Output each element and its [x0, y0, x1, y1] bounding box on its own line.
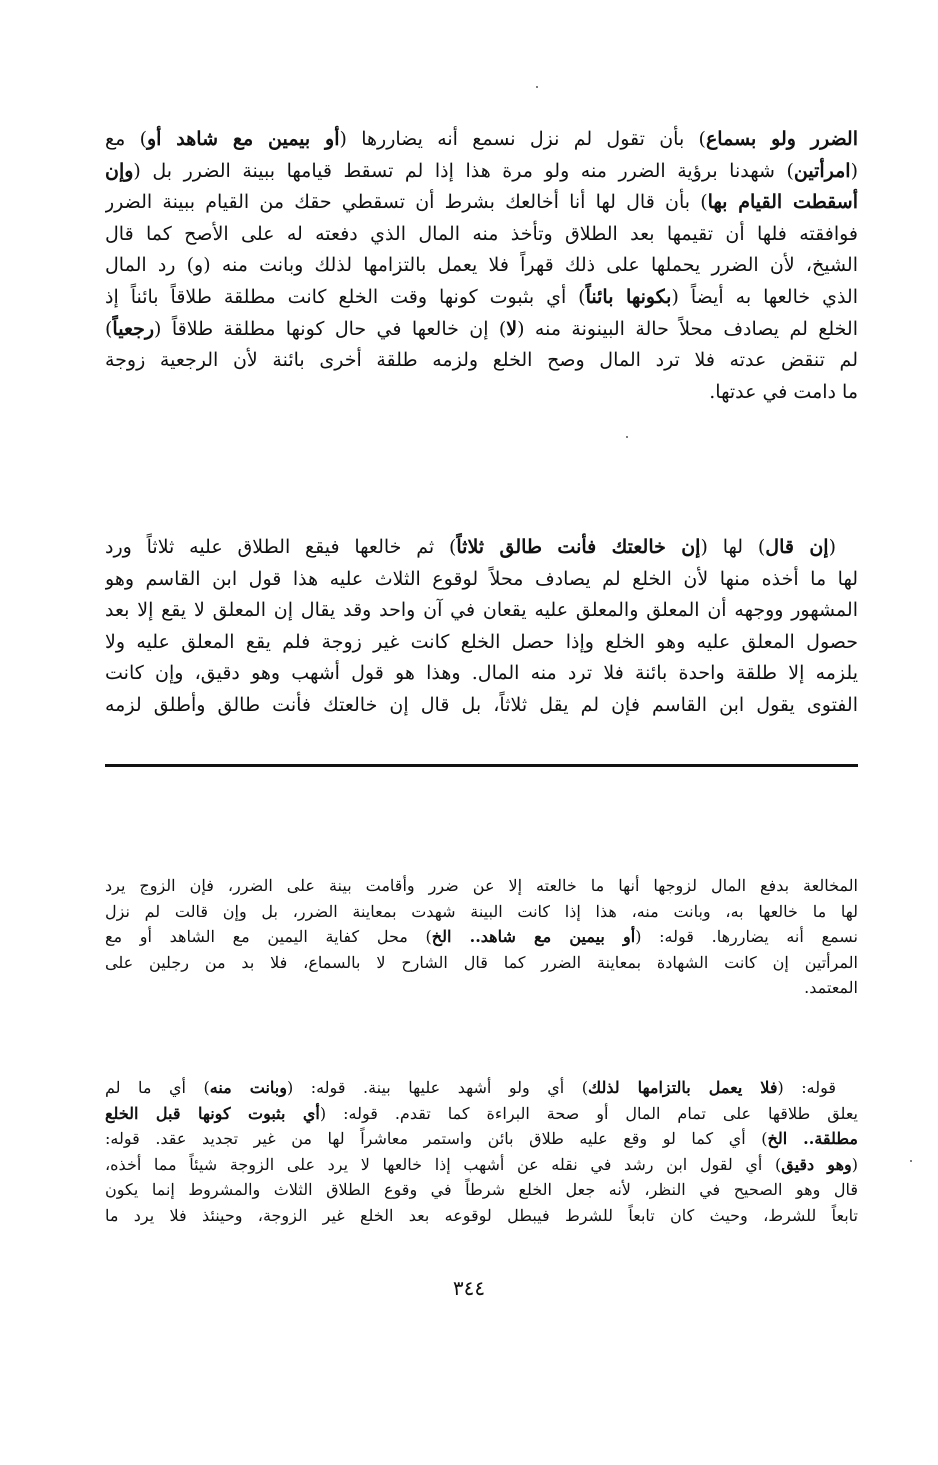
- text-line: [105, 282, 858, 314]
- text-segment: ) أي كما لو وقع عليه طلاق بائن واستمر معاشراً لها من غير تجديد عقد. قوله:: [105, 1129, 768, 1149]
- bold-matn-text: رجعياً: [112, 317, 155, 340]
- bold-matn-text: أي بثبوت كونها قبل الخلع: [105, 1103, 320, 1123]
- text-segment: ) إن خالعها في حال كونها مطلقة طلاقاً (: [154, 317, 507, 340]
- text-segment: ) ثم خالعها فيقع الطلاق عليه ثلاثاً ورد: [105, 536, 457, 558]
- footnote-1: [105, 873, 858, 1001]
- text-line: [105, 899, 858, 925]
- text-line: [105, 1075, 858, 1101]
- bold-matn-text: أو بيمين مع شاهد.. الخ: [431, 927, 636, 947]
- text-line: [105, 187, 858, 219]
- footnote-2: [105, 1075, 858, 1229]
- footnote-separator-rule: [105, 764, 858, 767]
- bold-matn-text: أسقطت القيام بها: [707, 191, 858, 214]
- text-segment: لها ما أخذه منها لأن الخلع لم يصادف محلاً لوقوع الثلاث عليه هذا قول ابن القاسم وهو: [105, 567, 858, 590]
- bold-matn-text: وهو دقيق: [781, 1154, 852, 1174]
- text-line: [105, 250, 858, 282]
- main-paragraph-1: [105, 124, 858, 408]
- text-segment: ) أي ما لم: [105, 1078, 210, 1097]
- bold-matn-text: أو بيمين مع شاهد أو: [146, 128, 340, 150]
- scan-speck: [910, 1160, 912, 1162]
- bold-matn-text: وبانت منه: [209, 1078, 287, 1097]
- text-line: [105, 1126, 858, 1152]
- bold-matn-text: بكونها بائناً: [585, 285, 672, 308]
- bold-matn-text: الضرر ولو بسماع: [705, 128, 858, 150]
- text-segment: ) أي لقول ابن رشد في نقله عن أشهب إذا خالعها لا يرد على الزوجة شيئاً مما أخذه،: [105, 1154, 782, 1174]
- text-segment: المعتمد.: [804, 978, 858, 998]
- bold-matn-text: مطلقة.. الخ: [767, 1129, 858, 1149]
- text-line: [105, 627, 858, 659]
- text-segment: المشهور ووجهه أن المعلق والمعلق عليه يقعان في آن واحد وقد يقال إن المعلق لا يقع إلا بعد: [105, 599, 858, 622]
- text-segment: قال وهو الصحيح في النظر، لأنه جعل الخلع شرطاً في وقوع الطلاق الثلاث والمشروط إنما يكون: [105, 1180, 858, 1200]
- text-line: [105, 1152, 858, 1178]
- text-segment: نسمع أنه يضاررها. قوله: (: [635, 927, 858, 947]
- text-line: [105, 975, 858, 1001]
- text-line: [105, 532, 858, 564]
- text-segment: ) شهدنا برؤية الضرر منه ولو مرة هذا إذا لم تسقط قيامها ببينة الضرر بل (: [133, 159, 794, 182]
- text-segment: الفتوى يقول ابن القاسم فإن لم يقل ثلاثاً، بل قال إن خالعتك فأنت طالق وأطلق لزمه: [105, 693, 858, 716]
- scan-speck: [626, 436, 628, 438]
- text-segment: ما دامت في عدتها.: [709, 380, 858, 403]
- bold-matn-text: وإن: [105, 159, 134, 182]
- text-segment: ) مع: [105, 128, 147, 150]
- text-line: [105, 873, 858, 899]
- scan-speck: [536, 86, 538, 88]
- text-line: [105, 219, 858, 251]
- text-line: [105, 1177, 858, 1203]
- text-segment: المرأتين إن كانت الشهادة بمعاينة الضرر كما قال الشارح لا بالسماع، فلا بد من رجلين على: [105, 952, 858, 972]
- bold-matn-text: إن قال: [765, 536, 829, 558]
- text-segment: الشيخ، لأن الضرر يحملها على ذلك قهراً فلا يعمل بالتزامها لذلك وبانت منه (و) رد المال: [105, 254, 858, 277]
- text-segment: ) أي بثبوت كونها وقت الخلع كانت مطلقة طلاقاً بائناً إذ: [105, 285, 586, 308]
- page-number: ٣٤٤: [452, 1276, 486, 1300]
- text-segment: (: [828, 536, 836, 558]
- text-line: [105, 377, 858, 409]
- bold-matn-text: إن خالعتك فأنت طالق ثلاثاً: [456, 536, 701, 558]
- text-segment: (: [850, 159, 858, 182]
- text-segment: ) أي ولو أشهد عليها بينة. قوله: (: [286, 1078, 588, 1097]
- text-line: [105, 658, 858, 690]
- text-line: [105, 595, 858, 627]
- bold-matn-text: فلا يعمل بالتزامها لذلك: [588, 1078, 778, 1097]
- text-line: [105, 690, 858, 722]
- main-paragraph-2: [105, 532, 858, 722]
- text-line: [105, 924, 858, 950]
- text-line: [105, 314, 858, 346]
- text-segment: المخالعة بدفع المال لزوجها أنها ما خالعته إلا عن ضرر وأقامت بينة على الضرر، فإن الزوج يرد: [105, 876, 858, 895]
- text-segment: ) بأن تقول لم نزل نسمع أنه يضاررها (: [339, 128, 706, 150]
- text-segment: تابعاً للشرط، وحيث كان تابعاً للشرط فيبطل لوقوعه بعد الخلع غير الزوجة، وحينئذ فلا يرد ما: [105, 1205, 858, 1225]
- text-segment: حصول المعلق عليه وهو الخلع وإذا حصل الخلع كانت غير زوجة فلم يقع المعلق عليه ولا: [105, 630, 858, 653]
- bold-matn-text: امرأتين: [793, 159, 851, 182]
- text-segment: ): [105, 317, 113, 340]
- text-line: [105, 124, 858, 156]
- text-line: [105, 564, 858, 596]
- text-segment: (: [851, 1154, 858, 1174]
- text-segment: الخلع لم يصادف محلاً حالة البينونة منه (: [517, 317, 858, 340]
- bold-matn-text: لا: [506, 317, 518, 340]
- text-segment: لم تنقض عدته فلا ترد المال وصح الخلع ولزمه طلقة أخرى بائنة لأن الرجعية زوجة: [105, 349, 858, 372]
- text-segment: قوله: (: [777, 1078, 837, 1097]
- text-segment: يلزمه إلا طلقة واحدة بائنة فلا ترد منه المال. وهذا هو قول أشهب وهو دقيق، وإن كانت: [105, 662, 858, 685]
- text-line: [105, 1203, 858, 1229]
- text-segment: ) بأن قال لها أنا أخالعك بشرط أن تسقطي حقك من القيام ببينة الضرر: [105, 191, 708, 214]
- text-line: [105, 345, 858, 377]
- text-line: [105, 950, 858, 976]
- text-segment: ) لها (: [700, 536, 766, 558]
- text-segment: الذي خالعها به أيضاً (: [671, 285, 858, 308]
- text-segment: يعلق طلاقها على تمام المال أو صحة البراءة كما تقدم. قوله: (: [319, 1103, 858, 1123]
- text-segment: ) محل كفاية اليمين مع الشاهد أو مع: [105, 927, 432, 947]
- text-line: [105, 1101, 858, 1127]
- text-line: [105, 156, 858, 188]
- text-segment: فوافقته فلها أن تقيمها بعد الطلاق وتأخذ منه المال الذي دفعته له على الأصح كما قال: [105, 222, 858, 245]
- text-segment: لها ما خالعها به، وبانت منه، هذا إذا كانت البينة شهدت بمعاينة الضرر، بل وإن قالت لم نزل: [105, 901, 858, 921]
